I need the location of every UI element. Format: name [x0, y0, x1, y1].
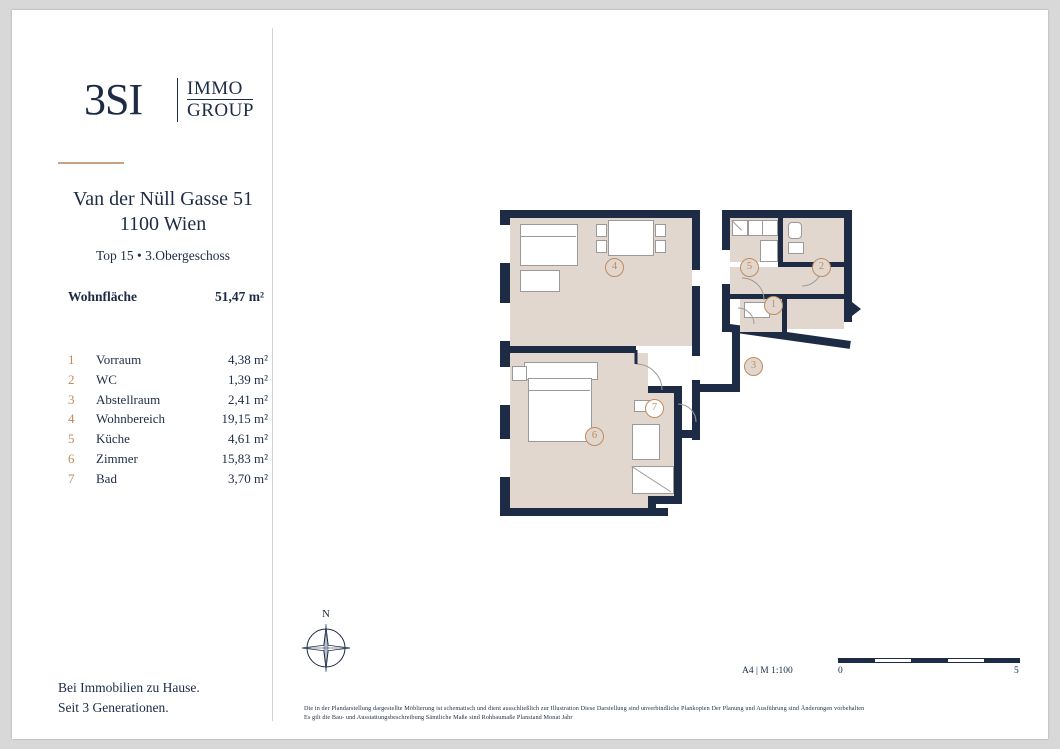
logo-text-immo: IMMO	[187, 78, 243, 99]
disclaimer-line-1: Die in der Plandarstellung dargestellte Möblierung ist schematisch und dient ausschließlich zur Illustration Diese Darstellung sind unverbindliche Plankopien Der Planung und Ausführung sind Änderungen vorbehalten	[304, 705, 865, 712]
slogan-block	[58, 678, 200, 718]
room-name: Bad	[96, 470, 117, 486]
room-number: 6	[68, 450, 75, 466]
disclaimer-line-2: Es gilt die Bau- und Ausstattungsbeschreibung Sämtliche Maße sind Rohbaumaße Planstand Monat Jahr	[304, 714, 573, 721]
list-item	[68, 372, 268, 392]
plan-marker-3: 3	[744, 357, 763, 376]
scale-format-label: A4 | M 1:100	[742, 666, 793, 676]
room-number: 4	[68, 411, 75, 427]
room-number: 1	[68, 352, 75, 367]
room-name: Küche	[96, 431, 130, 447]
room-number: 2	[68, 371, 75, 387]
unit-label: Top 15 • 3.Obergeschoss	[95, 248, 231, 263]
living-area-value: 51,47 m²	[214, 289, 264, 304]
plan-marker-1: 1	[764, 296, 783, 315]
column-divider	[272, 28, 273, 721]
door-arcs	[442, 190, 882, 550]
slogan-line-1: Bei Immobilien zu Hause.	[58, 680, 200, 695]
list-item	[68, 411, 268, 431]
logo-text-3si: 3SI	[84, 75, 143, 124]
logo-divider	[177, 78, 178, 122]
room-number: 5	[68, 431, 75, 447]
plan-marker-6: 6	[585, 427, 604, 446]
list-item	[68, 451, 268, 471]
scale-end-label: 5	[1014, 666, 1019, 676]
room-name: WC	[96, 371, 117, 387]
disclaimer	[304, 704, 1024, 722]
entrance-door-icon	[852, 302, 861, 316]
room-area: 3,70 m²	[227, 470, 268, 486]
room-area: 4,38 m²	[227, 352, 268, 367]
room-area: 2,41 m²	[227, 391, 268, 407]
compass-rose	[300, 608, 352, 674]
room-legend	[68, 352, 268, 491]
room-area: 4,61 m²	[227, 431, 268, 447]
room-name: Abstellraum	[96, 391, 161, 407]
scale-segments	[838, 658, 1020, 663]
slogan-line-2: Seit 3 Generationen.	[58, 700, 169, 715]
list-item	[68, 431, 268, 451]
list-item	[68, 471, 268, 491]
plan-marker-5: 5	[740, 258, 759, 277]
address-block	[58, 186, 268, 236]
room-number: 3	[68, 391, 75, 407]
logo-3si-immo-group	[84, 74, 254, 130]
plan-marker-2: 2	[812, 258, 831, 277]
plan-marker-4: 4	[605, 258, 624, 277]
room-number: 7	[68, 470, 75, 486]
list-item	[68, 352, 268, 372]
scale-start-label: 0	[838, 666, 843, 676]
room-area: 19,15 m²	[221, 411, 268, 427]
logo-text-group: GROUP	[187, 100, 254, 121]
address-city: 1100 Wien	[119, 213, 207, 235]
list-item	[68, 392, 268, 412]
room-name: Zimmer	[96, 450, 138, 466]
living-area-row	[68, 289, 264, 305]
floorplan-sheet	[12, 10, 1048, 739]
compass-north-label: N	[322, 608, 330, 620]
room-area: 15,83 m²	[221, 450, 268, 466]
room-name: Vorraum	[96, 352, 142, 367]
scale-bar	[742, 658, 1022, 688]
floorplan-drawing	[442, 190, 882, 550]
address-street: Van der Nüll Gasse 51	[73, 188, 253, 210]
room-name: Wohnbereich	[96, 411, 165, 427]
plan-marker-7: 7	[645, 399, 664, 418]
living-area-label: Wohnfläche	[68, 289, 138, 304]
accent-rule	[58, 162, 124, 164]
room-area: 1,39 m²	[227, 371, 268, 387]
